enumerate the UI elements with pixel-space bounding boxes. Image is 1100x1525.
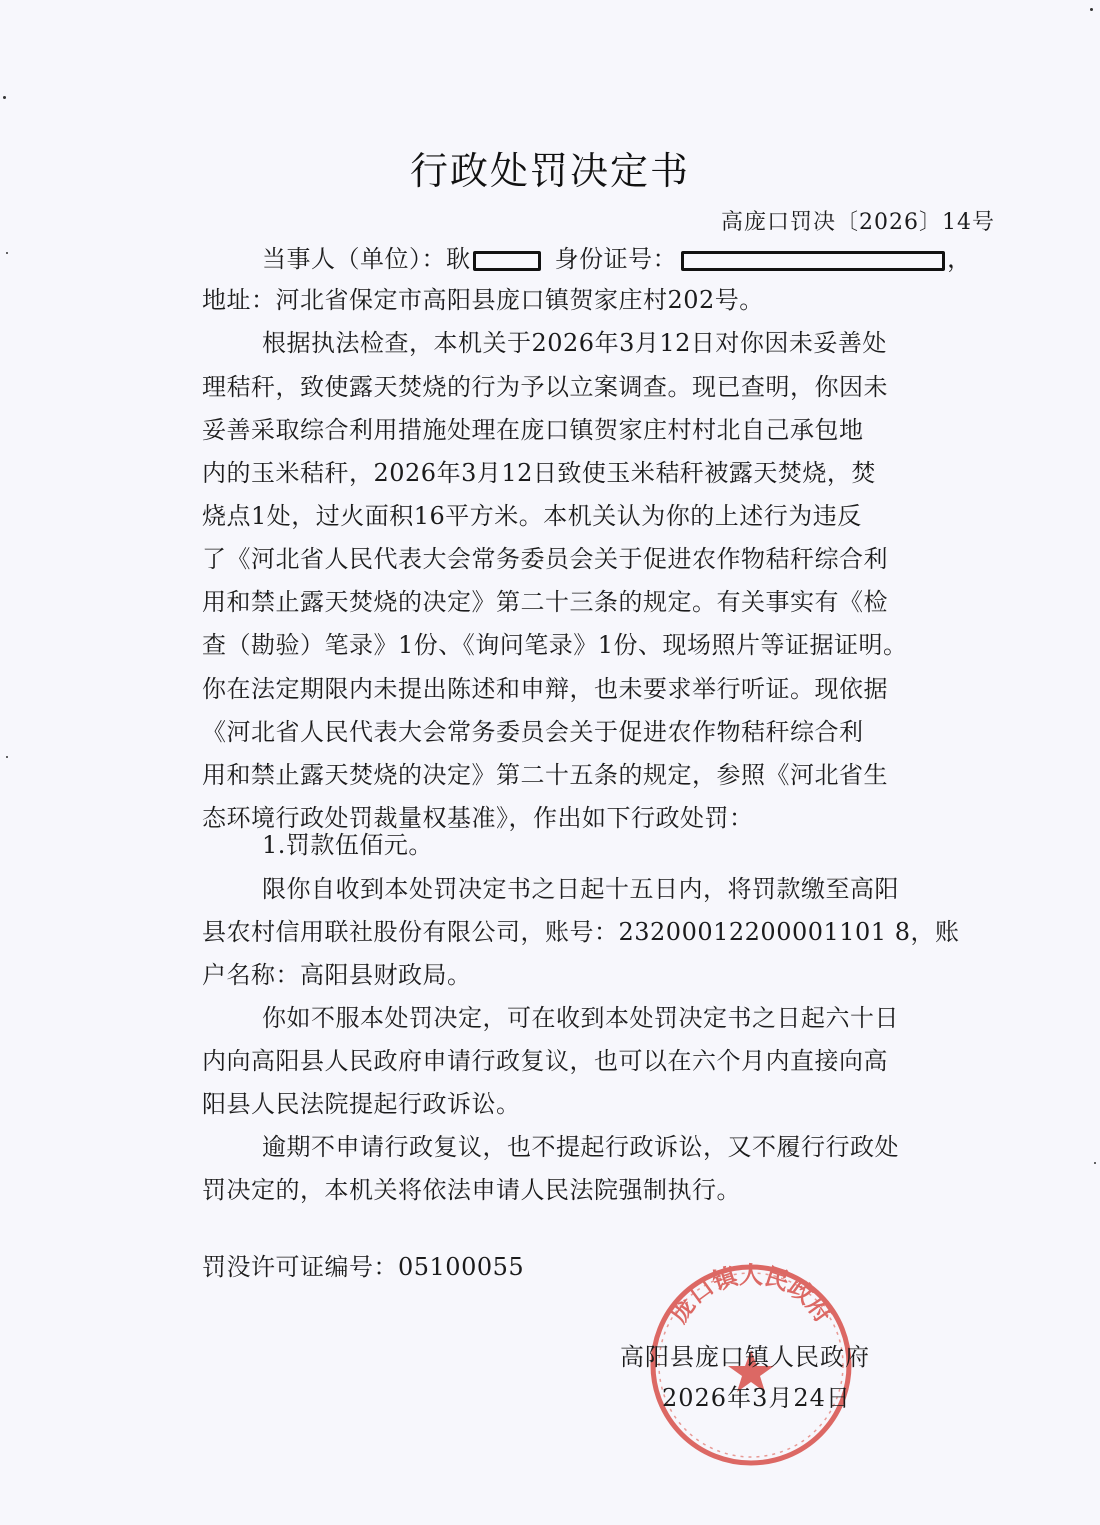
body-line: 理秸秆，致使露天焚烧的行为予以立案调查。现已查明，你因未 [202,373,888,401]
body-line: 烧点1处，过火面积16平方米。本机关认为你的上述行为违反 [202,502,862,530]
body-line: 你如不服本处罚决定，可在收到本处罚决定书之日起六十日 [262,1004,899,1032]
license-number: 罚没许可证编号：05100055 [202,1253,525,1281]
issuing-authority: 高阳县庞口镇人民政府 [620,1343,870,1371]
id-suffix: ， [947,245,972,273]
document-title: 行政处罚决定书 [409,149,690,193]
body-line: 内向高阳县人民政府申请行政复议，也可以在六个月内直接向高 [202,1047,888,1075]
body-line: 用和禁止露天焚烧的决定》第二十五条的规定，参照《河北省生 [202,761,888,789]
scan-speck [6,756,8,758]
body-line: 户名称：高阳县财政局。 [202,961,472,989]
scan-speck [1090,8,1093,11]
body-line: 限你自收到本处罚决定书之日起十五日内，将罚款缴至高阳 [262,875,899,903]
document-number: 高庞口罚决〔2026〕14号 [721,210,995,235]
body-line: 《河北省人民代表大会常务委员会关于促进农作物秸秆综合利 [202,718,864,746]
scan-speck [1094,1162,1096,1164]
party-line [262,242,972,276]
scan-speck [6,252,8,254]
body-line: 逾期不申请行政复议，也不提起行政诉讼，又不履行行政处 [262,1133,899,1161]
penalty-item: 1.罚款伍佰元。 [262,831,433,859]
body-line: 查（勘验）笔录》1份、《询问笔录》1份、现场照片等证据证明。 [202,631,908,659]
address-line: 地址：河北省保定市高阳县庞口镇贺家庄村202号。 [202,286,764,314]
issue-date: 2026年3月24日 [662,1384,851,1412]
body-line: 阳县人民法院提起行政诉讼。 [202,1090,521,1118]
scan-speck [3,96,6,99]
body-line: 内的玉米秸秆，2026年3月12日致使玉米秸秆被露天焚烧，焚 [202,459,876,487]
body-line: 根据执法检查，本机关于2026年3月12日对你因未妥善处 [262,329,887,357]
party-label: 当事人（单位）：耿 [262,245,471,273]
body-line: 你在法定期限内未提出陈述和申辩，也未要求举行听证。现依据 [202,675,888,703]
svg-text:庞口镇人民政府: 庞口镇人民政府 [664,1262,838,1328]
body-line: 妥善采取综合利用措施处理在庞口镇贺家庄村村北自己承包地 [202,416,864,444]
body-line: 了《河北省人民代表大会常务委员会关于促进农作物秸秆综合利 [202,545,888,573]
body-line: 用和禁止露天焚烧的决定》第二十三条的规定。有关事实有《检 [202,588,888,616]
body-line: 罚决定的，本机关将依法申请人民法院强制执行。 [202,1176,741,1204]
id-label: 身份证号： [554,245,678,273]
redacted-name [473,251,541,271]
body-line: 态环境行政处罚裁量权基准》，作出如下行政处罚： [202,804,754,832]
body-line: 县农村信用联社股份有限公司，账号：23200012200001101 8，账 [202,918,960,946]
redacted-id-number [681,251,945,271]
